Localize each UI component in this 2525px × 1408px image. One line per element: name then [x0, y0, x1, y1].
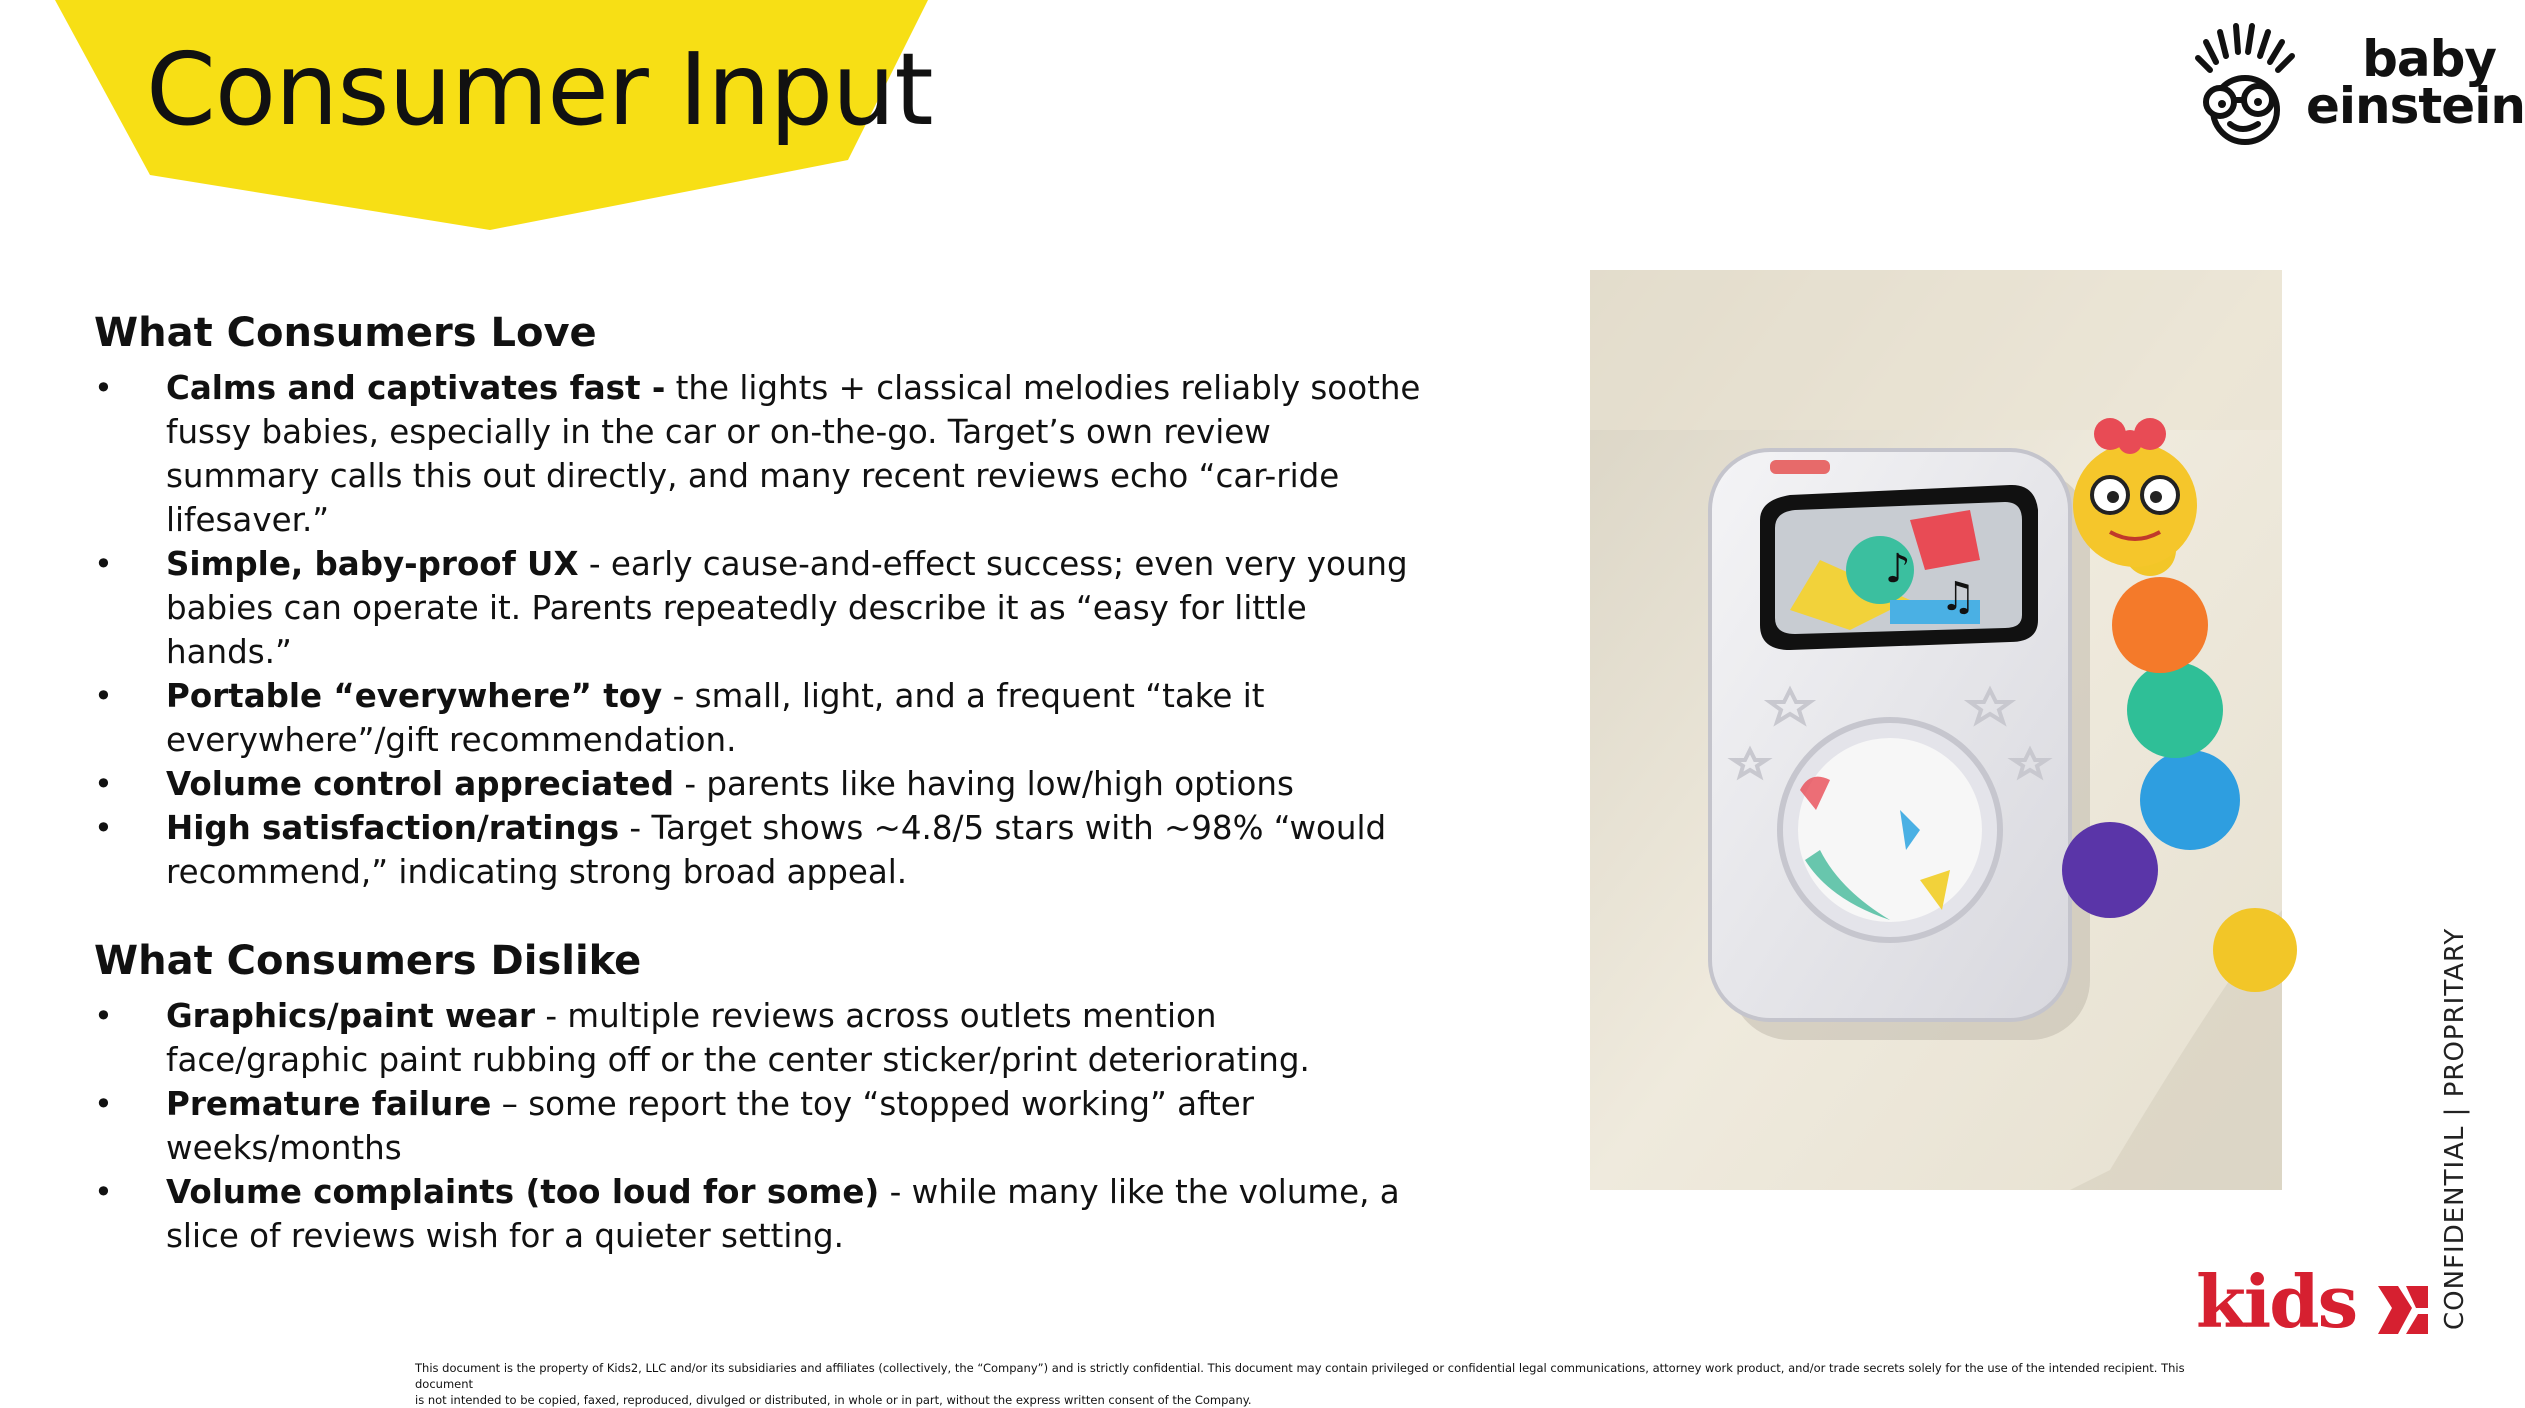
item-bold: Portable “everywhere” toy [166, 677, 663, 715]
item-bold: Simple, baby-proof UX [166, 545, 579, 583]
list-item [94, 366, 1424, 542]
list-item [94, 1170, 1424, 1258]
list-item [94, 994, 1424, 1082]
love-list [94, 366, 1424, 894]
baby-einstein-wordmark [2306, 30, 2525, 135]
page-title: Consumer Input [146, 31, 933, 148]
legal-disclaimer [415, 1360, 2215, 1408]
item-text: the lights + classical melodies reliably soothe fussy babies, especially in the car or on-the-go. Target’s own review summary calls this out directly, and many recent reviews echo “car-ride lifesaver.” [166, 369, 1421, 539]
dislike-list [94, 994, 1424, 1258]
dislike-heading: What Consumers Dislike [94, 938, 642, 984]
svg-text:♫: ♫ [1940, 574, 1976, 620]
item-bold: Volume complaints (too loud for some) [166, 1173, 880, 1211]
bullet: • [94, 545, 113, 583]
bullet: • [94, 997, 113, 1035]
bullet: • [94, 1085, 113, 1123]
item-text: - early cause-and-effect success; even very young babies can operate it. Parents repeatedly describe it as “easy for little hands.” [166, 545, 1408, 671]
list-item [94, 762, 1424, 806]
item-text: - multiple reviews across outlets mention face/graphic paint rubbing off or the center sticker/print deteriorating. [166, 997, 1310, 1079]
logo-line-baby: baby [2362, 30, 2496, 88]
bullet: • [94, 1173, 113, 1211]
item-text: – some report the toy “stopped working” after weeks/months [166, 1085, 1255, 1167]
logo-line-einstein: einstein [2306, 77, 2525, 135]
confidential-label: CONFIDENTIAL | PROPRITARY [2440, 927, 2470, 1330]
love-heading: What Consumers Love [94, 310, 597, 356]
bullet: • [94, 677, 113, 715]
svg-text:♪: ♪ [1885, 546, 1911, 592]
kids2-logo: kids [2196, 1259, 2357, 1344]
item-bold: Graphics/paint wear [166, 997, 536, 1035]
content-area [94, 306, 1424, 1258]
list-item [94, 1082, 1424, 1170]
item-bold: Calms and captivates fast - [166, 369, 666, 407]
item-bold: Volume control appreciated [166, 765, 674, 803]
item-text: - small, light, and a frequent “take it everywhere”/gift recommendation. [166, 677, 1265, 759]
list-item [94, 542, 1424, 674]
item-text: - parents like having low/high options [674, 765, 1294, 803]
item-text: - Target shows ~4.8/5 stars with ~98% “would recommend,” indicating strong broad appeal. [166, 809, 1387, 891]
bullet: • [94, 765, 113, 803]
list-item [94, 674, 1424, 762]
kids2-mark-icon [2372, 1278, 2432, 1342]
disclaimer-line-2: is not intended to be copied, faxed, reproduced, divulged or distributed, in whole or in part, without the express written consent of the Company. [415, 1393, 1252, 1407]
list-item [94, 806, 1424, 894]
disclaimer-line-1: This document is the property of Kids2, LLC and/or its subsidiaries and affiliates (collectively, the “Company”) and is strictly confidential. This document may contain privileged or confidential legal communications, attorney work product, and/or trade secrets solely for the use of the intended recipient. This document [415, 1361, 2185, 1391]
product-photo [1590, 270, 2282, 1190]
bullet: • [94, 369, 113, 407]
item-bold: High satisfaction/ratings [166, 809, 620, 847]
item-text: - while many like the volume, a slice of reviews wish for a quieter setting. [166, 1173, 1400, 1255]
item-bold: Premature failure [166, 1085, 492, 1123]
bullet: • [94, 809, 113, 847]
